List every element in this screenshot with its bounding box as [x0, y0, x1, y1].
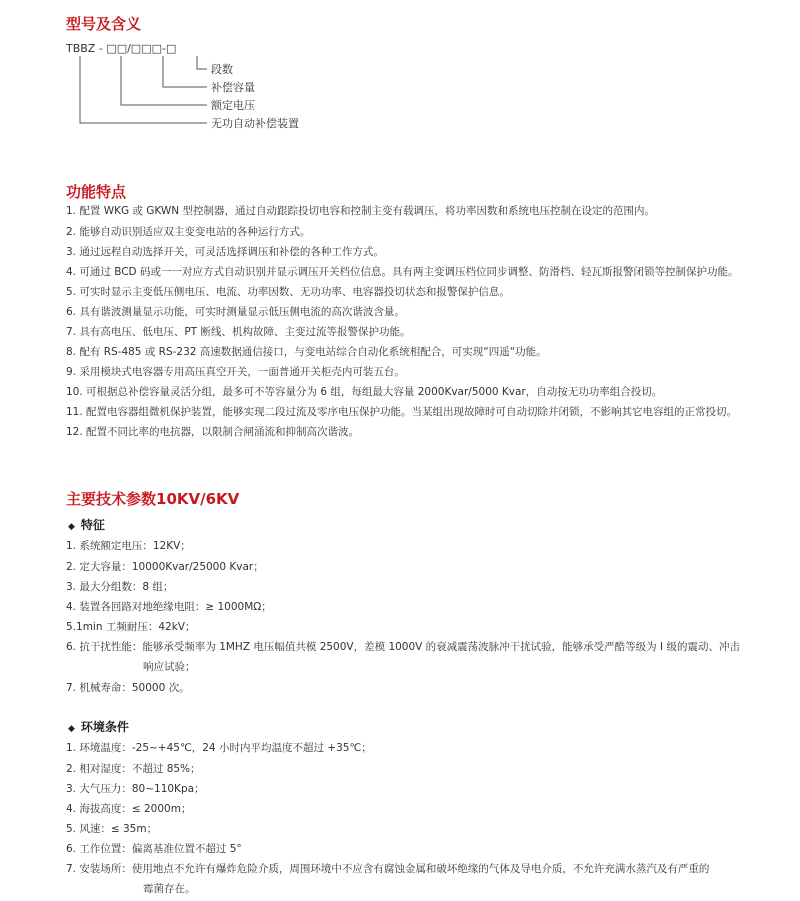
label-capacity: 补偿容量 [211, 81, 255, 94]
feature-item: 7. 具有高电压、低电压、PT 断线、机构故障、主变过流等报警保护功能。 [66, 326, 411, 338]
param-item: 1. 系统额定电压：12KV； [66, 540, 191, 552]
feature-item: 3. 通过远程自动选择开关，可灵活选择调压和补偿的各种工作方式。 [66, 246, 384, 258]
env-item-continuation: 霉菌存在。 [143, 883, 196, 895]
feature-item: 8. 配有 RS-485 或 RS-232 高速数据通信接口，与变电站综合自动化系统相配合，可实现“四遥“功能。 [66, 346, 547, 358]
subheading-features: ◆ 特征 [68, 518, 105, 532]
label-segments: 段数 [211, 63, 233, 76]
env-item: 4. 海拔高度：≤ 2000m； [66, 803, 192, 815]
feature-item: 1. 配置 WKG 或 GKWN 型控制器，通过自动跟踪投切电容和控制主变有载调压，将功率因数和系统电压控制在设定的范围内。 [66, 205, 655, 217]
env-item: 5. 风速：≤ 35m； [66, 823, 158, 835]
model-diagram [0, 0, 800, 140]
feature-item: 2. 能够自动识别适应双主变变电站的各种运行方式。 [66, 226, 311, 238]
feature-item: 9. 采用模块式电容器专用高压真空开关，一面普通开关柜壳内可装五台。 [66, 366, 405, 378]
param-item: 5.1min 工频耐压：42kV； [66, 621, 196, 633]
subheading-environment: ◆ 环境条件 [68, 720, 129, 734]
diamond-icon: ◆ [68, 522, 75, 532]
model-title: 型号及含义 [66, 15, 142, 33]
diamond-icon: ◆ [68, 724, 75, 734]
label-device: 无功自动补偿装置 [211, 117, 299, 130]
params-title: 主要技术参数10KV/6KV [66, 490, 240, 508]
env-item: 6. 工作位置：偏离基准位置不超过 5° [66, 843, 242, 855]
env-item: 1. 环境温度：-25~+45℃，24 小时内平均温度不超过 +35℃； [66, 742, 372, 754]
param-item: 3. 最大分组数：8 组； [66, 581, 174, 593]
feature-item: 5. 可实时显示主变低压侧电压、电流、功率因数、无功功率、电容器投切状态和报警保护信息。 [66, 286, 510, 298]
feature-item: 6. 具有谐波测量显示功能，可实时测量显示低压侧电流的高次谐波含量。 [66, 306, 405, 318]
env-item: 2. 相对湿度：不超过 85%； [66, 763, 201, 775]
feature-item: 10. 可根据总补偿容量灵活分组，最多可不等容量分为 6 组，每组最大容量 2000Kvar/5000 Kvar，自动按无功功率组合投切。 [66, 386, 663, 398]
param-item-continuation: 响应试验； [143, 661, 196, 673]
param-item: 2. 定大容量：10000Kvar/25000 Kvar； [66, 561, 264, 573]
features-title: 功能特点 [66, 183, 127, 201]
param-item: 4. 装置各回路对地绝缘电阻：≥ 1000MΩ； [66, 601, 272, 613]
feature-item: 11. 配置电容器组微机保护装置，能够实现二段过流及零序电压保护功能。当某组出现故障时可自动切除并闭锁，不影响其它电容组的正常投切。 [66, 406, 738, 418]
feature-item: 4. 可通过 BCD 码或一一对应方式自动识别并显示调压开关档位信息。具有两主变调压档位同步调整、防滑档、轻瓦斯报警闭锁等控制保护功能。 [66, 266, 739, 278]
env-item: 3. 大气压力：80~110Kpa； [66, 783, 205, 795]
label-voltage: 额定电压 [211, 99, 255, 112]
param-item: 7. 机械寿命：50000 次。 [66, 682, 190, 694]
param-item: 6. 抗干扰性能：能够承受频率为 1MHZ 电压幅值共模 2500V，差模 1000V 的衰减震荡波脉冲干扰试验，能够承受严酷等级为 I 级的震动、冲击 [66, 641, 740, 653]
env-item: 7. 安装场所：使用地点不允许有爆炸危险介质，周围环境中不应含有腐蚀金属和破坏绝缘的气体及导电介质，不允许充满水蒸汽及有严重的 [66, 863, 710, 875]
model-code: TBBZ - □□/□□□-□ [66, 42, 177, 55]
feature-item: 12. 配置不同比率的电抗器，以限制合闸涌流和抑制高次谐波。 [66, 426, 360, 438]
